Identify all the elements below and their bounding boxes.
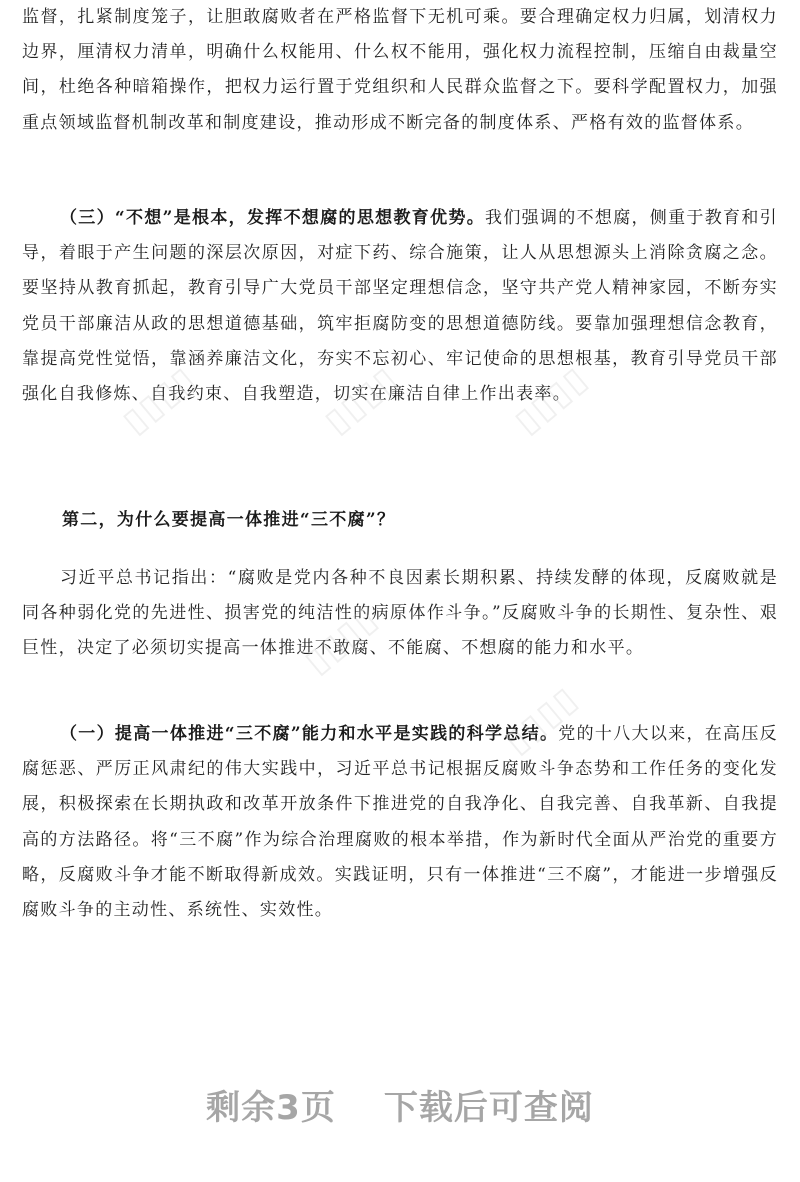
paragraph-text: 习近平总书记指出：“腐败是党内各种不良因素长期积累、持续发酵的体现，反腐败就是同各种弱化党的先进性、损害党的纯洁性的病原体作斗争。”反腐败斗争的长期性、复杂性、艰巨性，决定了必须切实提高一体推进不敢腐、不能腐、不想腐的能力和水平。 [22,568,778,659]
download-to-view-banner[interactable] [0,1080,800,1129]
watermark-logo: ▯▯▯▯ [296,598,387,682]
watermark-logo: ▯▯▯▯ [496,678,587,762]
watermark-logo: ▯▯▯▯ [316,358,407,442]
watermark-logo: ▯▯▯▯ [114,358,205,442]
download-prompt-label: 下载后可查阅 [383,1088,594,1128]
paragraph-xi-quote [22,561,778,667]
section-heading-second: 第二，为什么要提高一体推进“三不腐”？ [62,510,396,530]
paragraph-oversight-continuation [22,0,778,141]
paragraph-scientific-summary [22,717,778,928]
remaining-pages-label: 剩余3页 [206,1088,336,1128]
watermark-logo: ▯▯▯▯ [506,358,597,442]
paragraph-no-desire-corruption [22,201,778,412]
paragraph-text: 党的十八大以来，在高压反腐惩恶、严厉正风肃纪的伟大实践中，习近平总书记根据反腐败斗争态势和工作任务的变化发展，积极探索在长期执政和改革开放条件下推进党的自我净化、自我完善、自我革新、自我提高的方法路径。将“三不腐”作为综合治理腐败的根本举措，作为新时代全面从严治党的重要方略，反腐败斗争才能不断取得新成效。实践证明，只有一体推进“三不腐”，才能进一步增强反腐败斗争的主动性、系统性、实效性。 [22,724,778,921]
paragraph-lead: （一）提高一体推进“三不腐”能力和水平是实践的科学总结。 [60,724,559,744]
paragraph-text: 我们强调的不想腐，侧重于教育和引导，着眼于产生问题的深层次原因，对症下药、综合施策，让人从思想源头上消除贪腐之念。要坚持从教育抓起，教育引导广大党员干部坚定理想信念，坚守共产党人精神家园，不断夯实党员干部廉洁从政的思想道德基础，筑牢拒腐防变的思想道德防线。要靠加强理想信念教育，靠提高党性觉悟，靠涵养廉洁文化，夯实不忘初心、牢记使命的思想根基，教育引导党员干部强化自我修炼、自我约束、自我塑造，切实在廉洁自律上作出表率。 [22,208,778,405]
paragraph-lead: （三）“不想”是根本，发挥不想腐的思想教育优势。 [60,208,486,228]
paragraph-text: 监督，扎紧制度笼子，让胆敢腐败者在严格监督下无机可乘。要合理确定权力归属，划清权力边界，厘清权力清单，明确什么权能用、什么权不能用，强化权力流程控制，压缩自由裁量空间，杜绝各种暗箱操作，把权力运行置于党组织和人民群众监督之下。要科学配置权力，加强重点领域监督机制改革和制度建设，推动形成不断完备的制度体系、严格有效的监督体系。 [22,7,778,133]
